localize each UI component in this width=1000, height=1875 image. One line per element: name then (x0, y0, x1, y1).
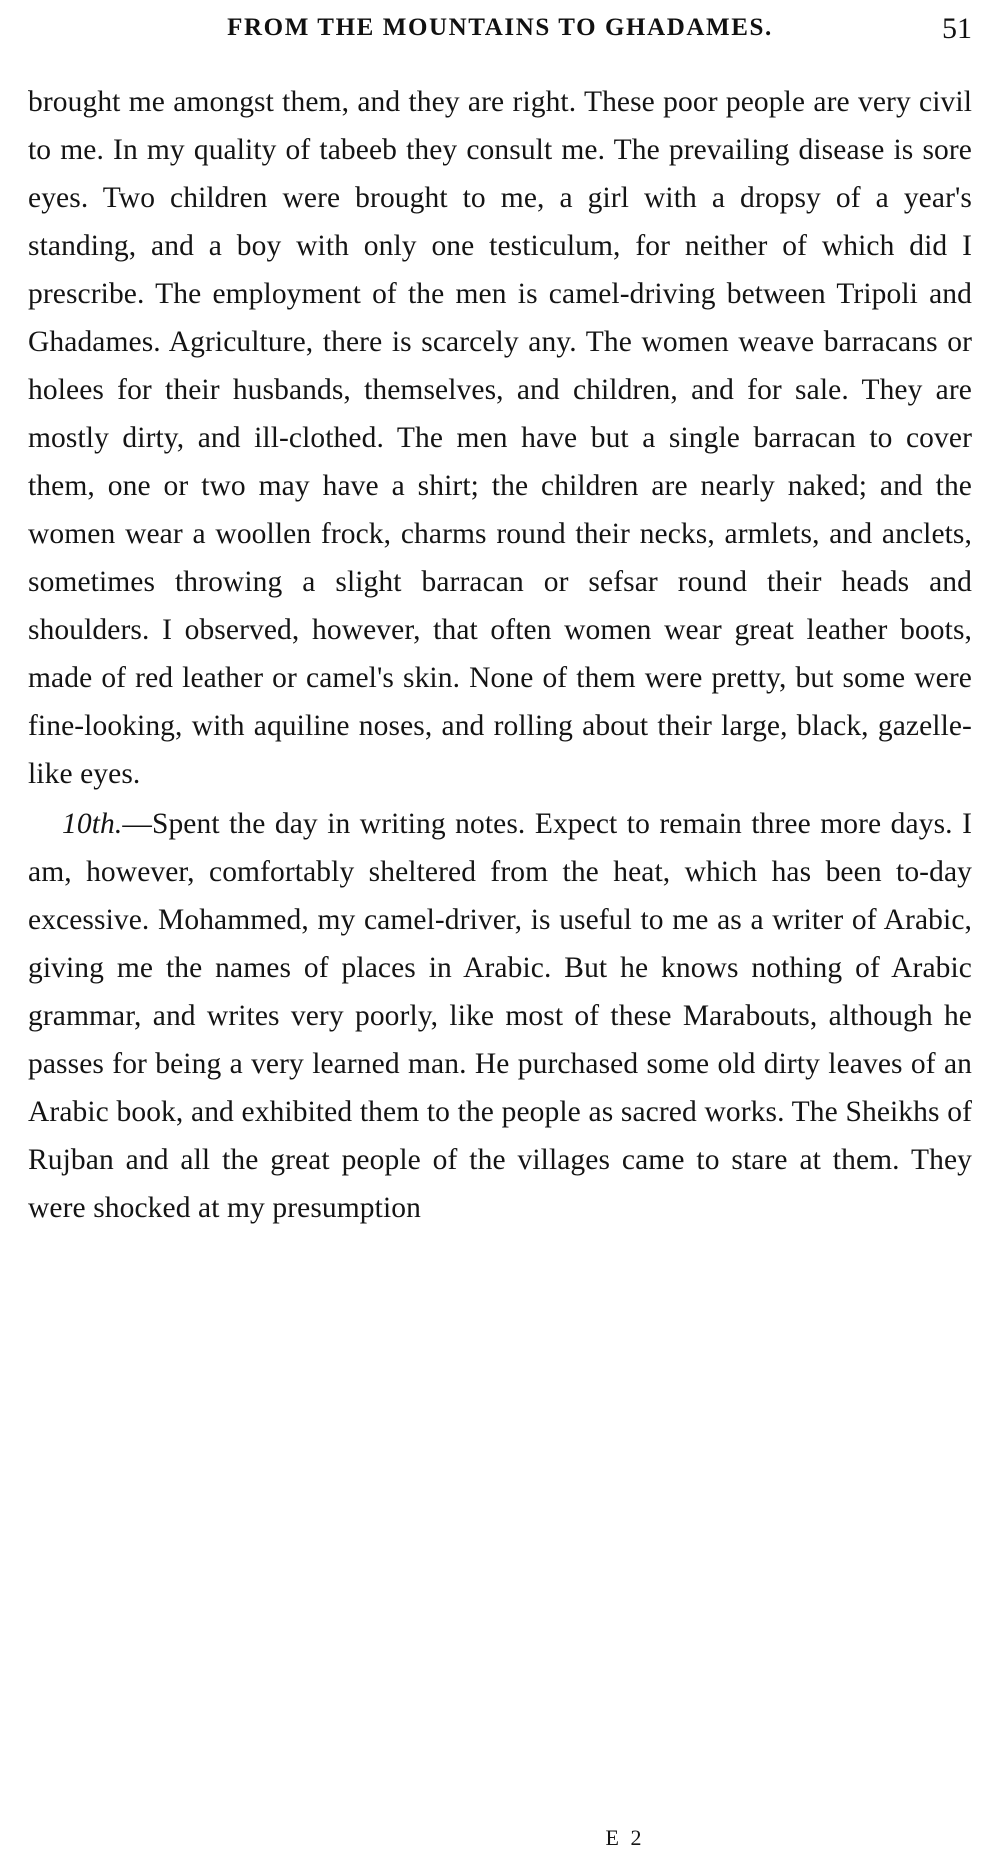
page-body (28, 78, 972, 1232)
page-number: 51 (942, 12, 972, 45)
em-dash: — (122, 808, 152, 840)
page-header (0, 14, 1000, 54)
journal-date: 10th. (62, 808, 123, 840)
page-footer (0, 1825, 1000, 1851)
running-head: FROM THE MOUNTAINS TO GHADAMES. (227, 14, 773, 41)
journal-entry-text: Spent the day in writing notes. Expect to remain three more days. I am, however, comfortably sheltered from the heat, which has been to-day excessive. Mohammed, my camel-driver, is useful to me as a writer of Arabic, giving me the names of places in Arabic. But he knows nothing of Arabic grammar, and writes very poorly, like most of these Marabouts, although he passes for being a very learned man. He purchased some old dirty leaves of an Arabic book, and exhibited them to the people as sacred works. The Sheikhs of Rujban and all the great people of the villages came to stare at them. They were shocked at my presumption (28, 808, 972, 1224)
paragraph-journal-entry (28, 800, 972, 1232)
signature-mark: E 2 (605, 1825, 645, 1850)
paragraph-continued: brought me amongst them, and they are right. These poor people are very civil to me. In my quality of tabeeb they consult me. The prevailing disease is sore eyes. Two children were brought to me, a girl with a dropsy of a year's standing, and a boy with only one testiculum, for neither of which did I prescribe. The employment of the men is camel-driving between Tripoli and Ghadames. Agriculture, there is scarcely any. The women weave barracans or holees for their husbands, themselves, and children, and for sale. They are mostly dirty, and ill-clothed. The men have but a single barracan to cover them, one or two may have a shirt; the children are nearly naked; and the women wear a woollen frock, charms round their necks, armlets, and anclets, sometimes throwing a slight barracan or sefsar round their heads and shoulders. I observed, however, that often women wear great leather boots, made of red leather or camel's skin. None of them were pretty, but some were fine-looking, with aquiline noses, and rolling about their large, black, gazelle-like eyes. (28, 86, 972, 790)
